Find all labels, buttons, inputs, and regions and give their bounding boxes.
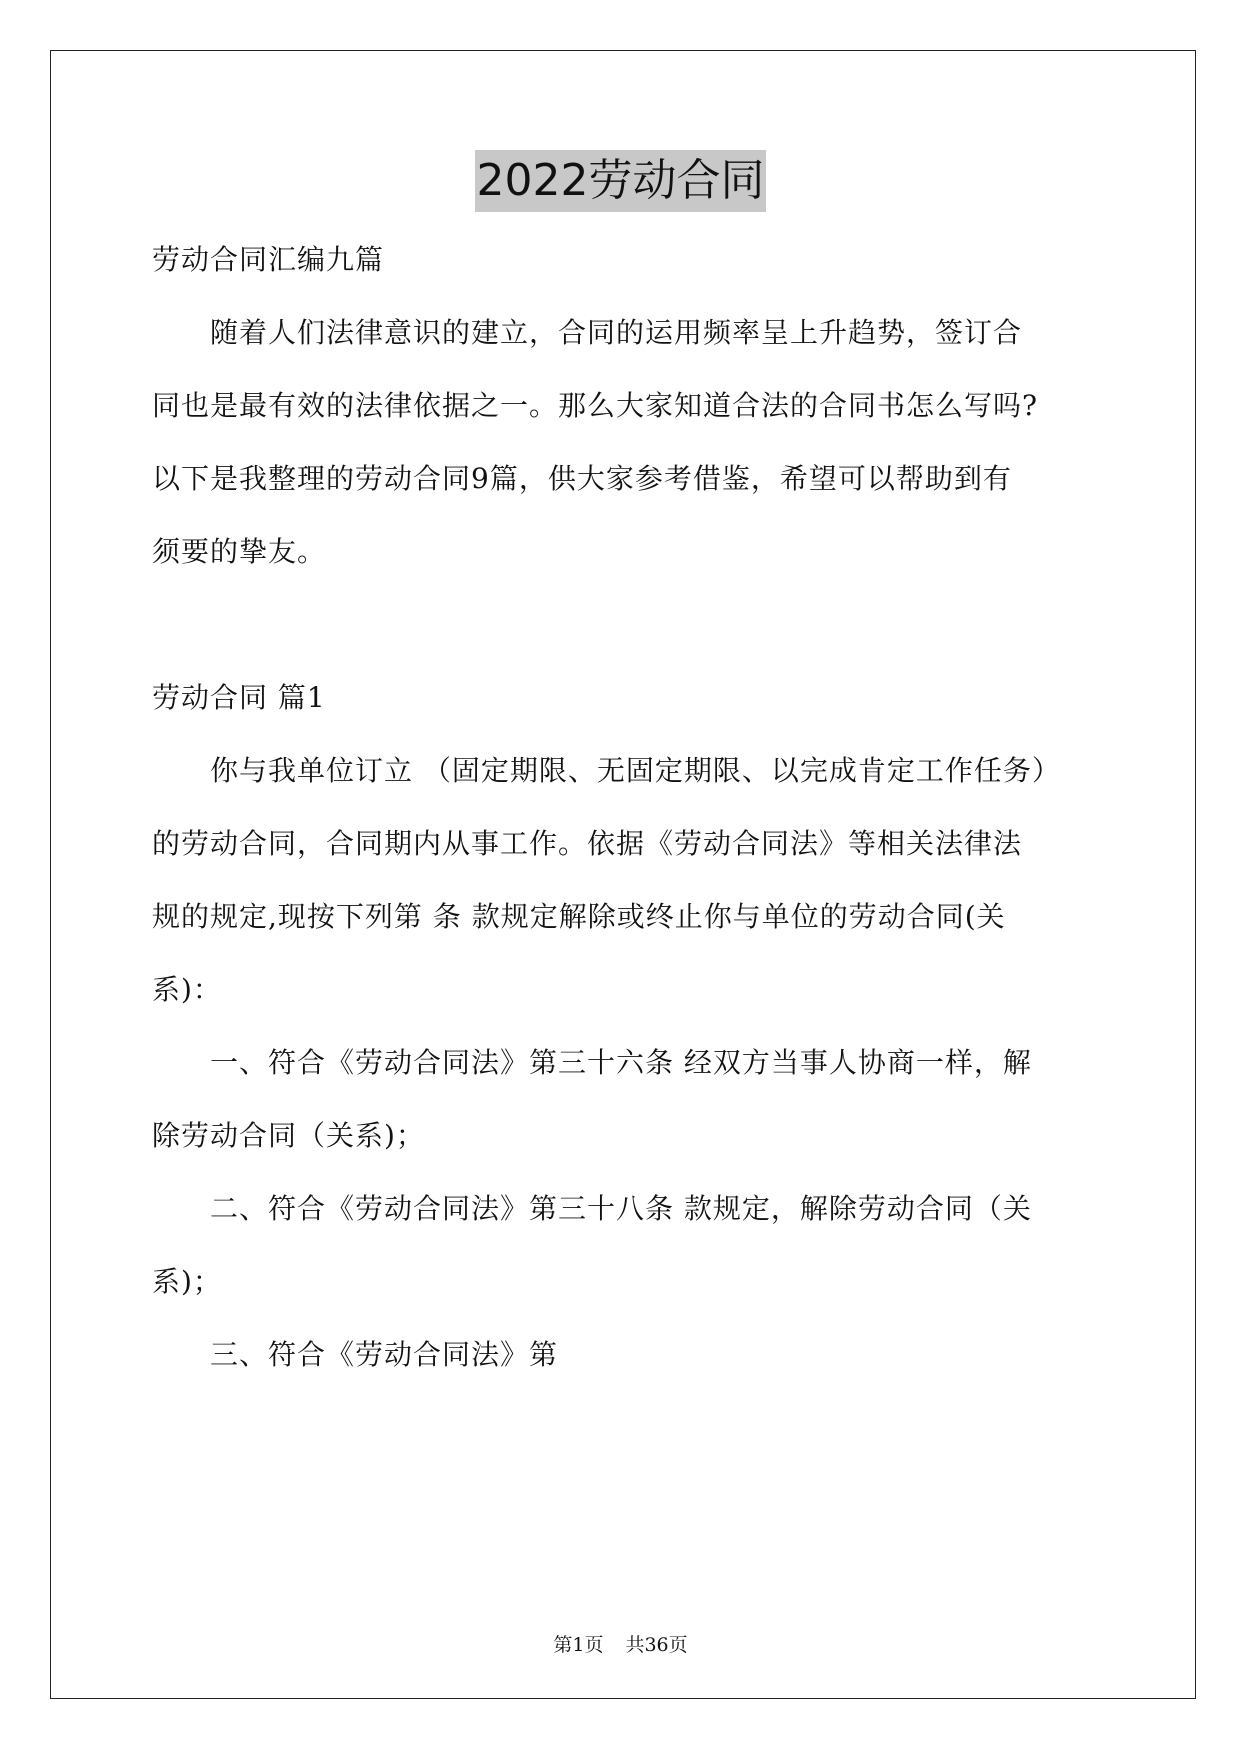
page-total: 共36页 [625,1634,688,1656]
body-line-8: 系)； [152,1265,222,1298]
page-footer [0,1632,1241,1658]
body-line-5: 一、符合《劳动合同法》第三十六条 经双方当事人协商一样，解 [152,1046,1032,1079]
title-container [0,150,1241,212]
document-title: 2022劳动合同 [475,150,767,212]
body-line-1: 你与我单位订立 （固定期限、无固定期限、以完成肯定工作任务） [152,754,1061,787]
body-line-6: 除劳动合同（关系)； [152,1119,425,1152]
body-line-4: 系)： [152,973,222,1006]
intro-line-2: 同也是最有效的法律依据之一。那么大家知道合法的合同书怎么写吗? [152,389,1039,422]
intro-line-4: 须要的挚友。 [152,535,327,568]
page-number: 第1页 [553,1634,604,1656]
body-line-9: 三、符合《劳动合同法》第 [152,1338,559,1371]
document-subtitle: 劳动合同汇编九篇 [152,243,385,276]
page-border [50,50,1196,1699]
body-line-7: 二、符合《劳动合同法》第三十八条 款规定，解除劳动合同（关 [152,1192,1032,1225]
body-line-2: 的劳动合同，合同期内从事工作。依据《劳动合同法》等相关法律法 [152,827,1023,860]
intro-line-3: 以下是我整理的劳动合同9篇，供大家参考借鉴，希望可以帮助到有 [152,462,1012,495]
intro-line-1: 随着人们法律意识的建立，合同的运用频率呈上升趋势，签订合 [152,316,1023,349]
section-heading: 劳动合同 篇1 [152,681,326,714]
body-line-3: 规的规定,现按下列第 条 款规定解除或终止你与单位的劳动合同(关 [152,900,1006,933]
